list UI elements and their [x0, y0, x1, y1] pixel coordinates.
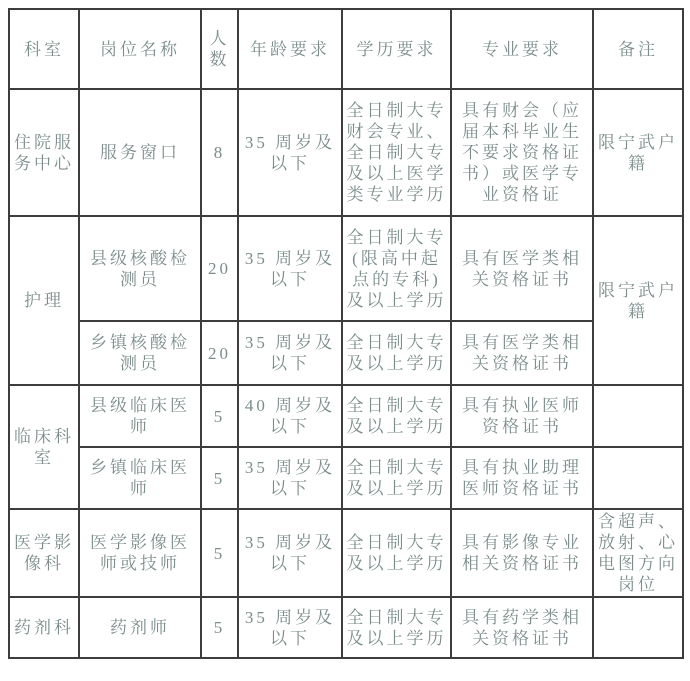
cell-count: 5	[201, 597, 238, 658]
header-count: 人数	[201, 9, 238, 89]
cell-count: 8	[201, 89, 238, 216]
cell-education: 全日制大专及以上学历	[342, 321, 451, 385]
table-row	[9, 385, 683, 447]
cell-position: 乡镇临床医师	[79, 447, 201, 509]
cell-age: 35 周岁及以下	[238, 509, 342, 597]
cell-age: 35 周岁及以下	[238, 597, 342, 658]
cell-dept: 临床科室	[9, 385, 79, 509]
cell-major: 具有影像专业相关资格证书	[451, 509, 593, 597]
cell-dept: 护理	[9, 216, 79, 385]
table-row	[9, 321, 683, 385]
cell-education: 全日制大专及以上学历	[342, 597, 451, 658]
cell-education: 全日制大专(限高中起点的专科)及以上学历	[342, 216, 451, 321]
cell-dept: 住院服务中心	[9, 89, 79, 216]
header-age: 年龄要求	[238, 9, 342, 89]
cell-age: 40 周岁及以下	[238, 385, 342, 447]
cell-position: 药剂师	[79, 597, 201, 658]
cell-position: 服务窗口	[79, 89, 201, 216]
cell-position: 医学影像医师或技师	[79, 509, 201, 597]
header-major: 专业要求	[451, 9, 593, 89]
header-position: 岗位名称	[79, 9, 201, 89]
header-education: 学历要求	[342, 9, 451, 89]
cell-education: 全日制大专及以上学历	[342, 509, 451, 597]
cell-dept: 医学影像科	[9, 509, 79, 597]
recruitment-table	[8, 8, 684, 659]
cell-count: 20	[201, 216, 238, 321]
header-row	[9, 9, 683, 89]
cell-note: 限宁武户籍	[593, 89, 683, 216]
cell-dept: 药剂科	[9, 597, 79, 658]
cell-age: 35 周岁及以下	[238, 216, 342, 321]
cell-major: 具有财会（应届本科毕业生不要求资格证书）或医学专业资格证	[451, 89, 593, 216]
cell-note	[593, 597, 683, 658]
table-row	[9, 509, 683, 597]
cell-count: 5	[201, 509, 238, 597]
cell-position: 乡镇核酸检测员	[79, 321, 201, 385]
cell-age: 35 周岁及以下	[238, 321, 342, 385]
cell-major: 具有执业医师资格证书	[451, 385, 593, 447]
cell-count: 20	[201, 321, 238, 385]
table-row	[9, 597, 683, 658]
cell-major: 具有医学类相关资格证书	[451, 321, 593, 385]
cell-note: 限宁武户籍	[593, 216, 683, 385]
cell-note	[593, 447, 683, 509]
cell-education: 全日制大专及以上学历	[342, 385, 451, 447]
table-row	[9, 216, 683, 321]
cell-position: 县级临床医师	[79, 385, 201, 447]
cell-age: 35 周岁及以下	[238, 447, 342, 509]
cell-age: 35 周岁及以下	[238, 89, 342, 216]
cell-position: 县级核酸检测员	[79, 216, 201, 321]
cell-education: 全日制大专及以上学历	[342, 447, 451, 509]
cell-major: 具有执业助理医师资格证书	[451, 447, 593, 509]
table-row	[9, 89, 683, 216]
cell-note: 含超声、放射、心电图方向岗位	[593, 509, 683, 597]
header-note: 备注	[593, 9, 683, 89]
cell-count: 5	[201, 385, 238, 447]
cell-count: 5	[201, 447, 238, 509]
cell-major: 具有药学类相关资格证书	[451, 597, 593, 658]
header-dept: 科室	[9, 9, 79, 89]
cell-major: 具有医学类相关资格证书	[451, 216, 593, 321]
cell-note	[593, 385, 683, 447]
cell-education: 全日制大专财会专业、全日制大专及以上医学类专业学历	[342, 89, 451, 216]
table-row	[9, 447, 683, 509]
